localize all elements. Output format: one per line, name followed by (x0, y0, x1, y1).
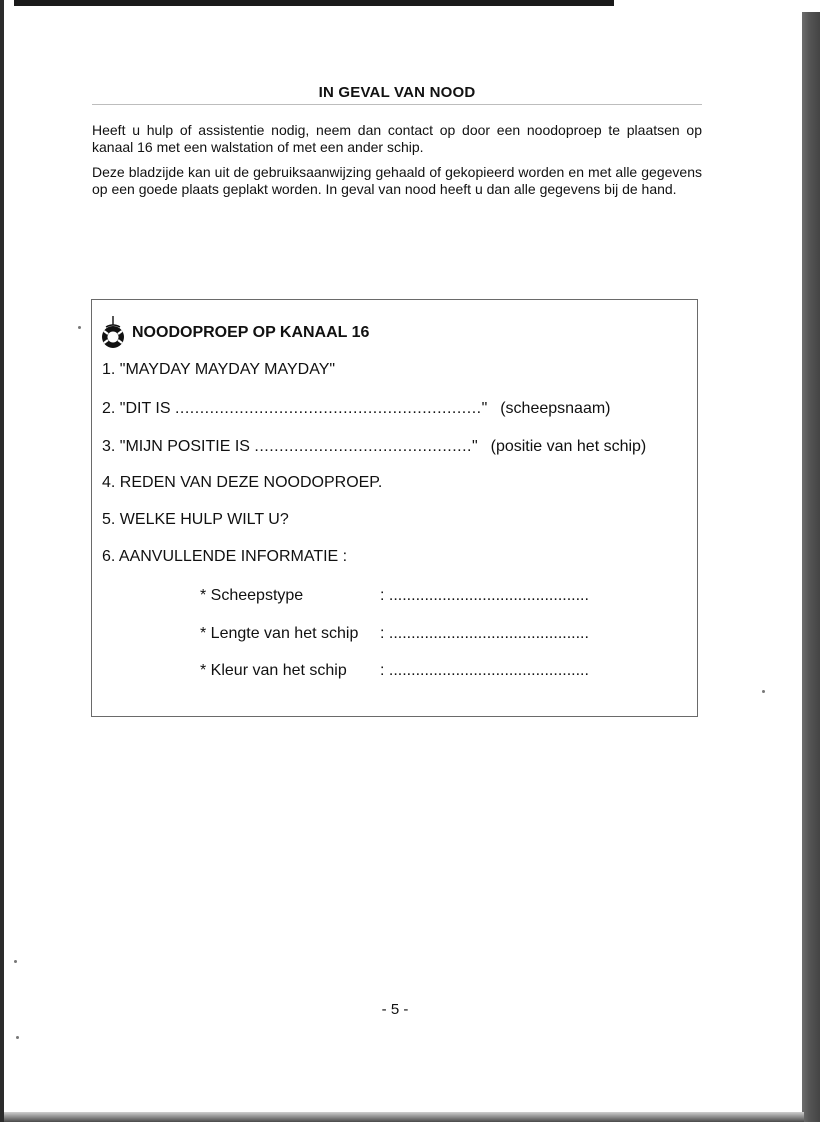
item-hint: (scheepsnaam) (500, 400, 611, 417)
item-text: 4. REDEN VAN DEZE NOODOPROEP. (102, 474, 383, 491)
fill-in-dots: : ............................................. (380, 587, 589, 604)
scan-top-edge (14, 0, 614, 6)
item-hint: (positie van het schip) (490, 438, 647, 455)
page-number: - 5 - (381, 1001, 409, 1018)
scan-speck (78, 326, 81, 329)
heading-block (92, 84, 702, 104)
list-item (102, 438, 646, 456)
item-text: 5. WELKE HULP WILT U? (102, 511, 289, 528)
sub-item (200, 587, 589, 605)
page-title: IN GEVAL VAN NOOD (318, 84, 476, 101)
sub-item-label: * Lengte van het schip (200, 625, 359, 642)
list-item (102, 400, 611, 418)
item-text: 3. "MIJN POSITIE IS (102, 438, 250, 455)
sub-item (200, 625, 589, 643)
scan-speck (14, 960, 17, 963)
scan-bottom-edge (4, 1112, 804, 1122)
item-text: 6. AANVULLENDE INFORMATIE : (102, 548, 348, 565)
sub-item-label: * Scheepstype (200, 587, 304, 604)
fill-in-dots: .............................................................." (174, 400, 488, 417)
list-item (102, 548, 347, 566)
item-text: 1. "MAYDAY MAYDAY MAYDAY" (102, 361, 336, 378)
scan-speck (16, 1036, 19, 1039)
scan-right-edge (802, 12, 820, 1122)
box-title: NOODOPROEP OP KANAAL 16 (132, 324, 370, 341)
fill-in-dots: ............................................" (254, 438, 479, 455)
sub-item (200, 662, 589, 680)
fill-in-dots: : ............................................. (380, 625, 589, 642)
sub-item-label: * Kleur van het schip (200, 662, 347, 679)
item-text: 2. "DIT IS (102, 400, 171, 417)
list-item (102, 474, 382, 492)
intro-paragraph-2: Deze bladzijde kan uit de gebruiksaanwijzing gehaald of gekopieerd worden en met alle gegevens op een goede plaats geplakt worden. In geval van nood heeft u dan alle gegevens bij de hand. (92, 164, 702, 197)
list-item (102, 361, 335, 379)
scan-left-edge (0, 0, 4, 1122)
intro-paragraph-1: Heeft u hulp of assistentie nodig, neem dan contact op door een noodoproep te plaatsen op kanaal 16 met een walstation of met een ander schip. (92, 122, 702, 155)
box-title-row (100, 316, 369, 350)
heading-divider (92, 104, 702, 105)
distress-call-box (91, 299, 698, 717)
fill-in-dots: : ............................................. (380, 662, 589, 679)
list-item (102, 511, 289, 529)
scan-speck (762, 690, 765, 693)
intro-text (92, 122, 702, 206)
life-buoy-icon (100, 316, 126, 350)
